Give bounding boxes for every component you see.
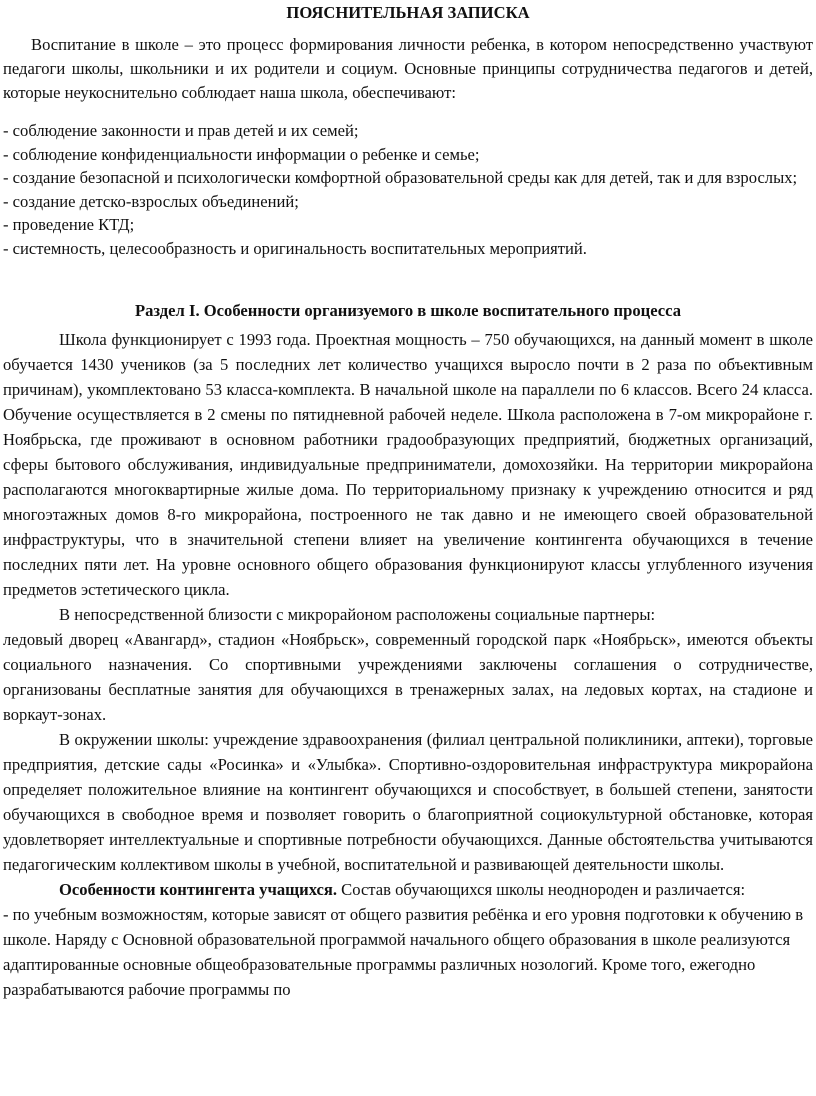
learning-abilities-paragraph: - по учебным возможностям, которые зависят от общего развития ребёнка и его уровня подготовки к обучению в школе. Наряду с Основной образовательной программой начального общего образования в школе реализуются адаптированные основные общеобразовательные программы различных нозологий. Кроме того, ежегодно разрабатываются рабочие программы по [3,904,804,999]
partners-intro-line: В непосредственной близости с микрорайоном расположены социальные партнеры: [59,604,656,624]
document-title: ПОЯСНИТЕЛЬНАЯ ЗАПИСКА [286,3,530,22]
surroundings-paragraph: В окружении школы: учреждение здравоохранения (филиал центральной поликлиники, аптеки), торговые предприятия, детские сады «Росинка» и «Улыбка». Спортивно-оздоровительная инфраструктура микрорайона определяет положительное влияние на контингент обучающихся и способствует, в большей степени, занятости обучающихся в свободное время и позволяет говорить о благоприятной социокультурной обстановке, которая удовлетворяет интеллектуальные и спортивные потребности обучающихся. Данные обстоятельства учитываются педагогическим коллективом школы в учебной, воспитательной и развивающей деятельности школы. [3,729,813,874]
list-item: - создание безопасной и психологически комфортной образовательной среды как для детей, так и для взрослых; [3,168,798,188]
intro-paragraph: Воспитание в школе – это процесс формирования личности ребенка, в котором непосредственно участвуют педагоги школы, школьники и их родители и социум. Основные принципы сотрудничества педагогов и детей, которые неукоснительно соблюдает наша школа, обеспечивают: [3,35,813,102]
list-item: - проведение КТД; [3,215,135,235]
list-item: - соблюдение конфиденциальности информации о ребенке и семье; [3,144,480,164]
list-item: - системность, целесообразность и оригинальность воспитательных мероприятий. [3,238,587,258]
list-item: - соблюдение законности и прав детей и их семей; [3,121,359,140]
list-item: - создание детско-взрослых объединений; [3,191,299,211]
school-overview-paragraph: Школа функционирует с 1993 года. Проектная мощность – 750 обучающихся, на данный момент в школе обучается 1430 учеников (за 5 последних лет количество учащихся выросло почти в 2 раза по объективным причинам), укомплектовано 53 класса-комплекта. В начальной школе на параллели по 6 классов. Всего 24 класса. Обучение осуществляется в 2 смены по пятидневной рабочей неделе. Школа расположена в 7-ом микрорайоне г. Ноябрьска, где проживают в основном работники градообразующих предприятий, бюджетных организаций, сферы бытового обслуживания, индивидуальные предприниматели, домохозяйки. На территории микрорайона располагаются многоквартирные жилые дома. По территориальному признаку к учреждению относится и ряд многоэтажных домов 8-го микрорайона, построенного не так давно и не имеющего своей образовательной инфраструктуры, что в значительной степени влияет на увеличение контингента обучающихся в течение последних пяти лет. На уровне основного общего образования функционируют классы углубленного изучения предметов эстетического цикла. [3,329,813,599]
section-heading: Раздел I. Особенности организуемого в школе воспитательного процесса [134,300,681,320]
contingent-label: Особенности контингента учащихся. [59,879,338,899]
contingent-text: Состав обучающихся школы неоднороден и различается: [337,879,746,899]
principles-list [3,119,813,261]
contingent-paragraph [3,877,813,902]
partners-paragraph: ледовый дворец «Авангард», стадион «Ноябрьск», современный городской парк «Ноябрьск», имеются объекты социального назначения. Со спортивными учреждениями заключены соглашения о сотрудничестве, организованы бесплатные занятия для обучающихся в тренажерных залах, на ледовых кортах, на стадионе и воркаут-зонах. [3,629,813,724]
